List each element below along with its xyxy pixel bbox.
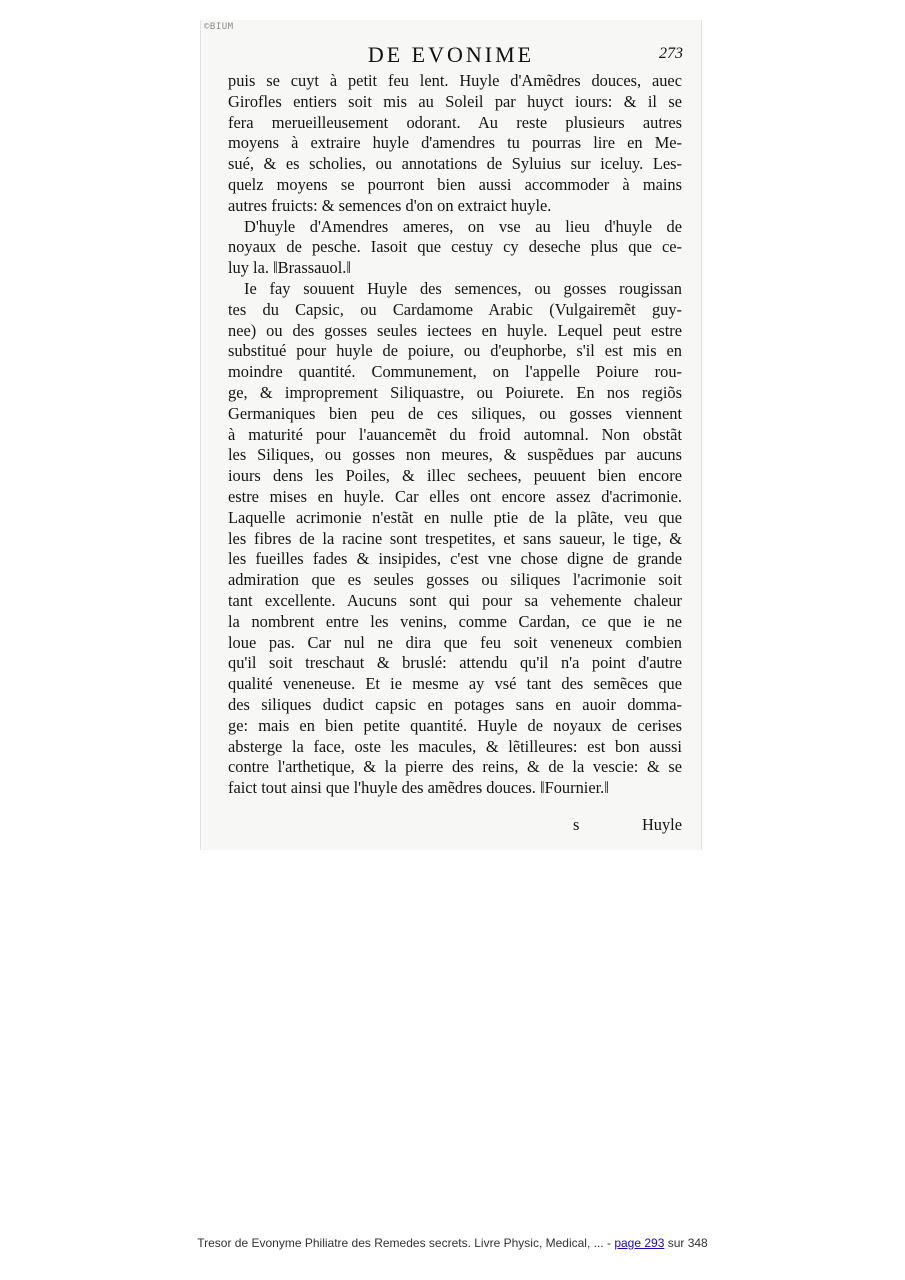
text-line: moyens à extraire huyle d'amendres tu pourras lire en Me- (228, 133, 682, 153)
catchword-row (228, 815, 682, 837)
page-footer (0, 1236, 905, 1250)
running-head-title: DE EVONIME (367, 42, 535, 67)
page-text-block (228, 71, 682, 799)
text-line: admiration que es seules gosses ou siliques l'acrimonie soit (228, 570, 682, 590)
text-line: la nombrent entre les venins, comme Cardan, ce que ie ne (228, 611, 682, 631)
text-line: les fueilles fades & insipides, c'est vne chose digne de grande (228, 549, 682, 569)
text-line: iours dens les Poiles, & illec sechees, peuuent bien encore (228, 466, 682, 486)
text-line: puis se cuyt à petit feu lent. Huyle d'Amẽdres douces, auec (228, 71, 682, 90)
text-line: nee) ou des gosses seules iectees en huyle. Lequel peut estre (228, 320, 682, 340)
text-line: les Siliques, ou gosses non meures, & suspẽdues par aucuns (228, 445, 682, 465)
text-line: à maturité pour l'auancemẽt du froid automnal. Non obstãt (228, 424, 682, 444)
text-line: noyaux de pesche. Iasoit que cestuy cy deseche plus que ce- (228, 237, 682, 257)
text-line: Laquelle acrimonie n'estãt en nulle ptie de la plãte, veu que (228, 507, 682, 527)
text-line: tant excellente. Aucuns sont qui pour sa vehemente chaleur (228, 590, 682, 610)
text-line: luy la. ‖Brassauol.‖ (228, 258, 352, 278)
footer-book-title: Tresor de Evonyme Philiatre des Remedes secrets. Livre Physic, Medical, ... (197, 1236, 604, 1250)
text-line: absterge la face, oste les macules, & lẽtilleures: est bon aussi (228, 736, 682, 756)
page-scan-image (200, 20, 702, 850)
catchword: Huyle (641, 815, 682, 834)
printed-page-number: 273 (659, 45, 683, 62)
footer-separator: - (603, 1236, 615, 1250)
text-line: quelz moyens se pourront bien aussi accommoder à mains (228, 174, 682, 194)
footer-page-total: sur 348 (664, 1236, 708, 1250)
text-line: substitué pour huyle de poiure, ou d'euphorbe, s'il est mis en (228, 341, 682, 361)
text-line: qu'il soit treschaut & bruslé: attendu qu'il n'a point d'autre (228, 653, 682, 673)
text-line: fera merueilleusement odorant. Au reste plusieurs autres (228, 112, 682, 132)
text-line: les fibres de la racine sont trespetites, et sans saueur, le tige, & (228, 528, 682, 548)
text-line: ge: mais en bien petite quantité. Huyle de noyaux de cerises (228, 715, 682, 735)
text-line: estre mises en huyle. Car elles ont encore assez d'acrimonie. (228, 486, 682, 506)
text-line: D'huyle d'Amendres ameres, on vse au lieu d'huyle de (244, 216, 682, 236)
text-line: tes du Capsic, ou Cardamome Arabic (Vulgairemẽt guy- (228, 299, 682, 319)
text-line: contre l'arthetique, & la pierre des reins, & de la vescie: & se (228, 757, 682, 777)
page-link[interactable]: page 293 (614, 1236, 665, 1250)
text-line: Ie fay souuent Huyle des semences, ou gosses rougissan (244, 278, 682, 298)
text-line: faict tout ainsi que l'huyle des amẽdres douces. ‖Fournier.‖ (228, 778, 609, 798)
text-line: qualité veneneuse. Et ie mesme ay vsé tant des semẽces que (228, 674, 682, 694)
text-line: Germaniques bien peu de ces siliques, ou gosses viennent (228, 403, 682, 423)
watermark: ©BIUM (204, 22, 234, 32)
text-line: sué, & es scholies, ou annotations de Syluius sur iceluy. Les- (228, 154, 682, 174)
running-head (201, 42, 701, 68)
text-line: Girofles entiers soit mis au Soleil par huyct iours: & il se (228, 91, 682, 111)
text-line: moindre quantité. Communement, on l'appelle Poiure rou- (228, 362, 682, 382)
text-line: loue pas. Car nul ne dira que feu soit veneneux combien (228, 632, 682, 652)
text-line: ge, & improprement Siliquastre, ou Poiurete. En nos regiõs (228, 382, 682, 402)
text-line: des siliques dudict capsic en potages sans en auoir domma- (228, 694, 682, 714)
signature-mark: s (573, 815, 580, 834)
text-line: autres fruicts: & semences d'on on extraict huyle. (228, 195, 552, 215)
